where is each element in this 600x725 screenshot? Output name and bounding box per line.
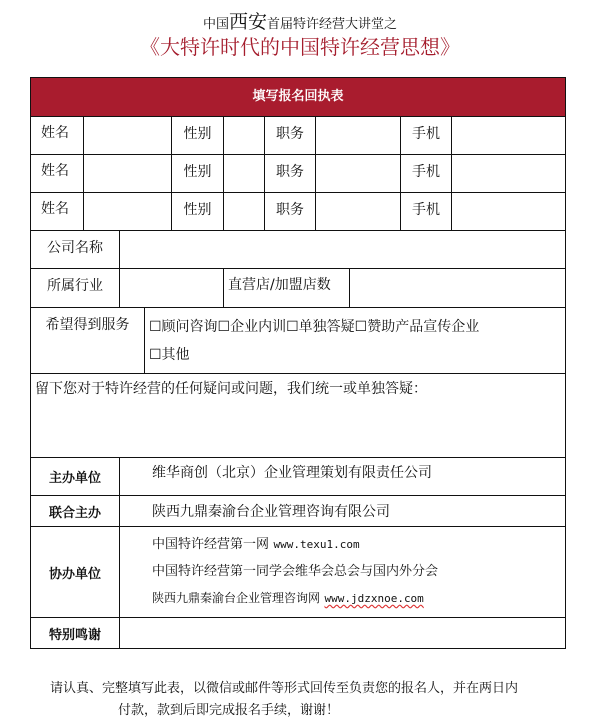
thanks-label: 特别鸣谢 (31, 618, 120, 648)
questions-field[interactable] (31, 374, 565, 458)
gender-label: 性别 (172, 193, 224, 231)
co-organizer-item: 中国特许经营第一同学会维华会总会与国内外分会 (152, 564, 439, 579)
gender-label: 性别 (172, 155, 224, 193)
name-label: 姓名 (31, 193, 84, 231)
name-field[interactable] (84, 117, 172, 155)
services-options[interactable] (145, 308, 565, 374)
footer-note: 请认真、完整填写此表，以微信或邮件等形式回传至负责您的报名人，并在两日内 付款，款到后即完成报名手续，谢谢！ (50, 681, 519, 718)
form-heading: 填写报名回执表 (31, 78, 565, 117)
organizer-label: 主办单位 (31, 458, 120, 496)
mobile-field[interactable] (452, 193, 565, 231)
services-line-1[interactable]: ☐顾问咨询☐企业内训☐单独答疑☐赞助产品宣传企业 (149, 319, 480, 335)
services-line-2[interactable]: ☐其他 (149, 347, 190, 363)
mobile-field[interactable] (452, 155, 565, 193)
mobile-field[interactable] (452, 117, 565, 155)
co-host-value: 陕西九鼎秦渝台企业管理咨询有限公司 (120, 496, 565, 527)
position-label: 职务 (265, 117, 316, 155)
gender-label: 性别 (172, 117, 224, 155)
services-label: 希望得到服务 (31, 308, 145, 374)
name-field[interactable] (84, 155, 172, 193)
industry-label: 所属行业 (31, 269, 120, 308)
gender-field[interactable] (224, 155, 265, 193)
position-field[interactable] (316, 117, 401, 155)
name-label: 姓名 (31, 155, 84, 193)
mobile-label: 手机 (401, 193, 452, 231)
company-field[interactable] (120, 231, 565, 269)
gender-field[interactable] (224, 193, 265, 231)
gender-field[interactable] (224, 117, 265, 155)
co-organizer-list (120, 527, 565, 618)
mobile-label: 手机 (401, 117, 452, 155)
position-label: 职务 (265, 193, 316, 231)
name-field[interactable] (84, 193, 172, 231)
mobile-label: 手机 (401, 155, 452, 193)
stores-label: 直营店/加盟店数 (224, 269, 350, 308)
industry-field[interactable] (120, 269, 224, 308)
co-organizer-item: 陕西九鼎秦渝台企业管理咨询网 www.jdzxnoe.com (152, 591, 424, 605)
site-link[interactable]: www.jdzxnoe.com (324, 592, 424, 605)
registration-form (30, 77, 566, 649)
site-link[interactable]: www.texu1.com (273, 538, 360, 551)
event-title: 《大特许时代的中国特许经营思想》 (140, 35, 460, 59)
position-label: 职务 (265, 155, 316, 193)
stores-field[interactable] (350, 269, 565, 308)
thanks-field[interactable] (120, 618, 565, 648)
position-field[interactable] (316, 193, 401, 231)
position-field[interactable] (316, 155, 401, 193)
co-host-label: 联合主办 (31, 496, 120, 527)
organizer-value: 维华商创（北京）企业管理策划有限责任公司 (120, 458, 565, 496)
company-label: 公司名称 (31, 231, 120, 269)
event-subtitle: 中国西安首届特许经营大讲堂之 (202, 11, 398, 33)
co-organizer-label: 协办单位 (31, 527, 120, 618)
name-label: 姓名 (31, 117, 84, 155)
questions-label: 留下您对于特许经营的任何疑问或问题，我们统一或单独答疑： (35, 381, 427, 397)
co-organizer-item: 中国特许经营第一网 www.texu1.com (152, 537, 360, 552)
